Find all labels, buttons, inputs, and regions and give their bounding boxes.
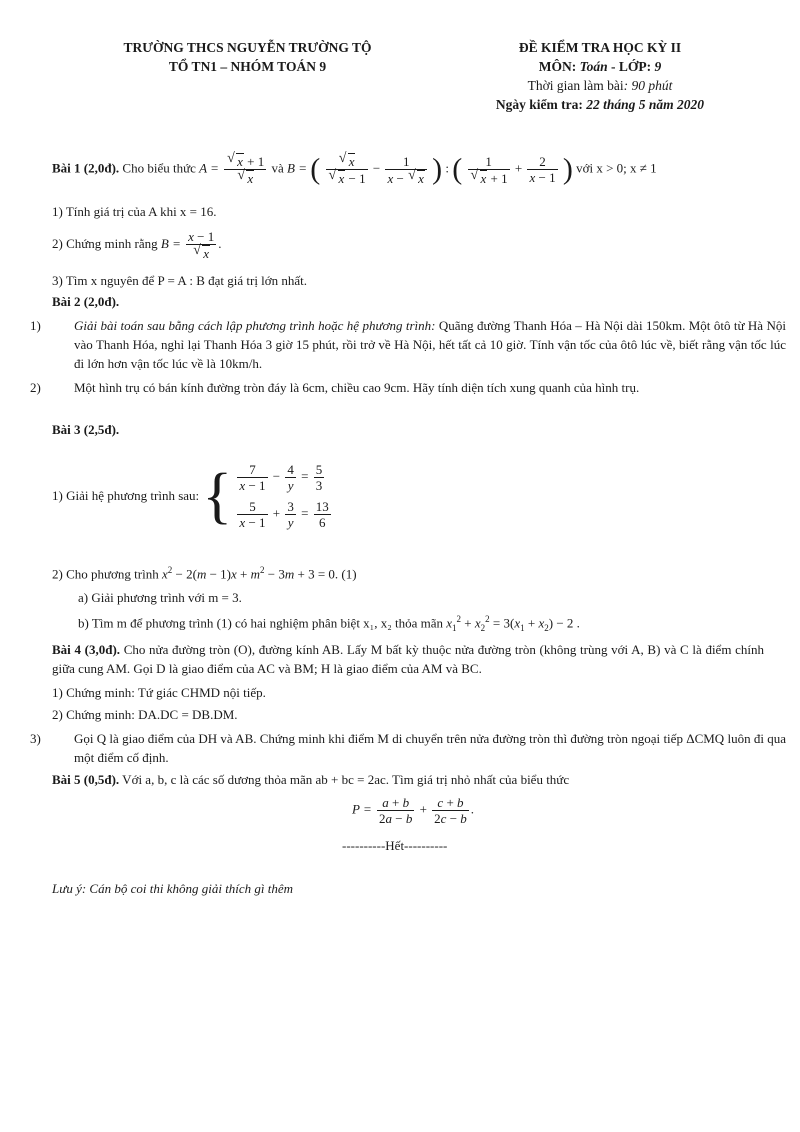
bai2-q1: 1) Giải bài toán sau bằng cách lập phương trình hoặc hệ phương trình: Quãng đường Thanh Hóa – Hà Nội dài 150km. Một ôtô từ Hà Nội vào Thanh Hóa, nghỉ lại Thanh Hóa 3 giờ 15 phút, rồi trở về Hà Nội, hết tất cả 10 giờ. Tính vận tốc của ôtô lúc về, biết rằng vận tốc lúc đi lớn hơn vận tốc lúc về là 10km/h. [30,318,786,371]
formula-a: √ x + 1 √ x [224,153,266,186]
bai1-line: Bài 1 (2,0đ). Cho biểu thức A = √ x + 1 √ x và B = ( √ x √ x − 1 − $\frac{1}{x - √ x}$ ) : ( 1 √ x + 1 + $\frac{2}{x - 1}$ ) với x > 0; x ≠ 1 [52,153,657,186]
formula-b-term2: $\frac{1}{x - √ x}$ [385,154,426,186]
bai3-title: Bài 3 (2,5đ). [52,422,120,437]
time-line: Thời gian làm bài: 90 phút [527,78,673,93]
formula-b-term1: √ x √ x − 1 [326,153,368,186]
bai2-q2: 2) Một hình trụ có bán kính đường tròn đáy là 6cm, chiều cao 9cm. Hãy tính diện tích xung quanh của hình trụ. [30,380,640,395]
grade: 9 [654,59,662,74]
footer-note: Lưu ý: Cán bộ coi thi không giải thích gì thêm [52,881,294,896]
exam-title: ĐỀ KIỂM TRA HỌC KỲ II [518,40,682,55]
bai4-q1: 1) Chứng minh: Tứ giác CHMD nội tiếp. [52,685,266,700]
formula-b-result: x − 1 √ x [186,229,216,261]
bai3-qa: a) Giải phương trình với m = 3. [78,590,242,605]
bai5-line: Bài 5 (0,5đ). Với a, b, c là các số dương thỏa mãn ab + bc = 2ac. Tìm giá trị nhỏ nhất của biểu thức [52,772,570,787]
formula-p: P = $\frac{a + b}{2a - b}$ + $\frac{c + b}{2c - b}$ . [352,795,475,826]
subject: Toán [579,59,608,74]
system-of-equations: $\frac{7}{x - 1}$ − $\frac{4}{y}$ = $\frac{5}{3}$ $\frac{5}{x - 1}$ + $\frac{3}{y}$ = $\frac{13}{6}$ [239,462,329,530]
formula-b-term4: $\frac{2}{x - 1}$ [529,154,556,185]
date-line: Ngày kiểm tra: 22 tháng 5 năm 2020 [495,97,705,112]
header-left [80,38,415,76]
end-marker: ----------Hết---------- [342,838,448,853]
bai1-q1: 1) Tính giá trị của A khi x = 16. [52,204,217,219]
group-name: TỔ TN1 – NHÓM TOÁN 9 [168,59,327,74]
bai1-condition: với x > 0; x ≠ 1 [576,160,657,176]
formula-b-term3: 1 √ x + 1 [468,154,510,186]
bai2-title: Bài 2 (2,0đ). [52,294,120,309]
bai3-q1: 1) Giải hệ phương trình sau: { $\frac{7}{x - 1}$ − $\frac{4}{y}$ = $\frac{5}{3}$ $\frac{5}{x - 1}$ + $\frac{3}{y}$ = $\frac{13}{6}$ [52,462,333,530]
bai1-title: Bài 1 (2,0đ). [52,160,120,176]
bai1-q2: 2) Chứng minh rằng B = x − 1 √ x . [52,229,221,261]
header-right [450,38,750,114]
bai3-q2: 2) Cho phương trình $x^2 - 2(m - 1)x + m^2 - 3m + 3 = 0$. (1) [52,565,357,582]
bai3-qb: b) Tìm m để phương trình (1) có hai nghiệm phân biệt x₁, x₂ thỏa mãn $x_1^2 + x_2^2 = 3(x_1 + x_2) - 2$ . [78,614,580,633]
bai4-q2: 2) Chứng minh: DA.DC = DB.DM. [52,707,238,722]
school-name: TRƯỜNG THCS NGUYỄN TRƯỜNG TỘ [123,40,372,55]
bai4-q3: 3) Gọi Q là giao điểm của DH và AB. Chứng minh khi điểm M di chuyển trên nửa đường tròn thì đường tròn ngoại tiếp ΔCMQ luôn đi qua một điểm cố định. [30,731,786,765]
bai4-intro: Bài 4 (3,0đ). Cho nửa đường tròn (O), đường kính AB. Lấy M bất kỳ thuộc nửa đường tròn (không trùng với A, B) và C là điểm chính giữa cung AM. Gọi D là giao điểm của AC và BM; H là giao điểm của AM và BC. [52,642,765,676]
subject-line: MÔN: Toán - LỚP: 9 [538,59,662,74]
bai1-q3: 3) Tìm x nguyên để P = A : B đạt giá trị lớn nhất. [52,273,308,288]
